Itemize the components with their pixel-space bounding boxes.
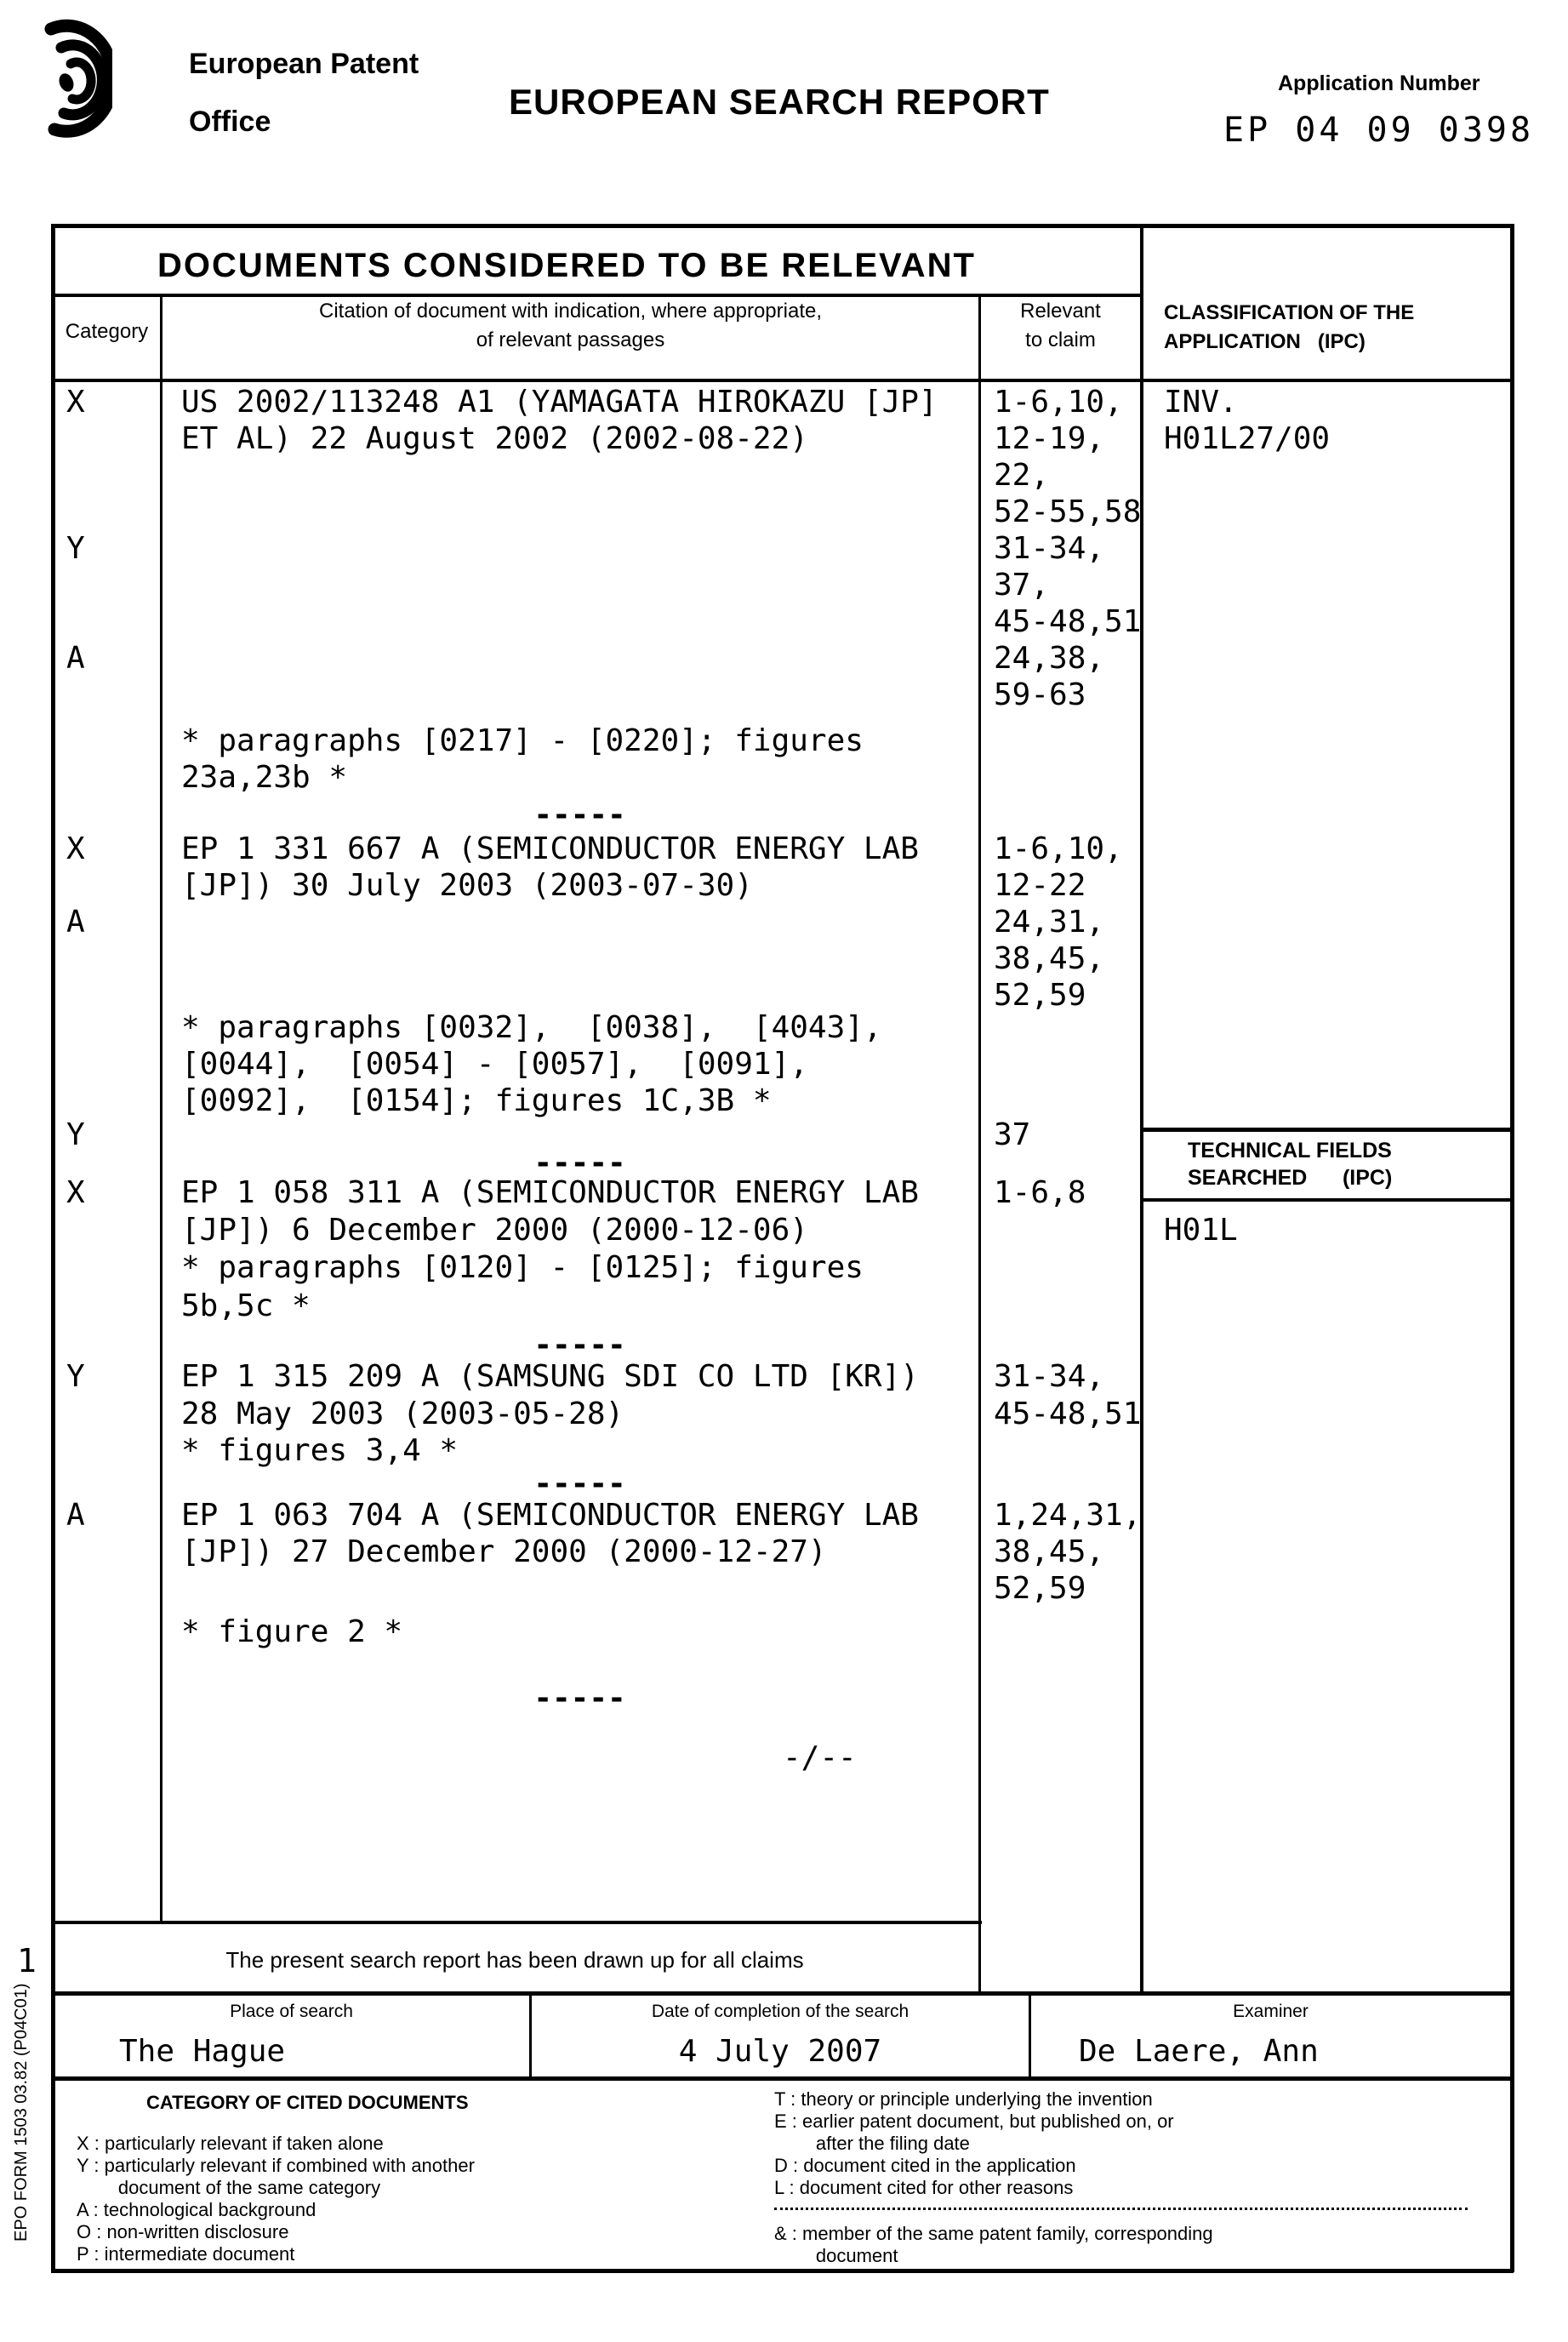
claim-line: 12-22 <box>994 868 1086 903</box>
claim-line: 12-19, <box>994 421 1105 456</box>
technical-fields-label-line1: TECHNICAL FIELDS <box>1188 1139 1392 1162</box>
claim-line: 1,24,31, <box>994 1498 1142 1533</box>
claim-line: 45-48,51 <box>994 1397 1142 1431</box>
category-label: Y <box>66 1359 85 1394</box>
claim-line: 22, <box>994 458 1050 493</box>
category-label: X <box>66 385 85 420</box>
category-label: Y <box>66 1117 85 1152</box>
grid-line-category-col <box>160 294 163 1921</box>
category-label: A <box>66 641 85 676</box>
grid-line-techfields-top <box>1140 1128 1514 1132</box>
grid-line-techfields-bottom <box>1140 1198 1514 1202</box>
claim-line: 37 <box>994 1117 1031 1152</box>
category-label: X <box>66 1175 85 1210</box>
epo-logo-icon <box>31 10 112 140</box>
legend-line: & : member of the same patent family, corresponding <box>774 2223 1213 2244</box>
column-header-relevant-line2: to claim <box>1025 328 1096 351</box>
org-name-line1: European Patent <box>189 48 419 80</box>
separator-dashes: ----- <box>533 1681 626 1716</box>
classification-line: H01L27/00 <box>1164 421 1331 456</box>
grid-line-top <box>51 224 1514 228</box>
place-of-search-label: Place of search <box>230 2002 353 2021</box>
legend-line: D : document cited in the application <box>774 2155 1076 2176</box>
claim-line: 38,45, <box>994 941 1105 976</box>
legend-line: document of the same category <box>77 2177 381 2198</box>
grid-line-header-bottom <box>51 379 1514 382</box>
citation-line: [JP]) 27 December 2000 (2000-12-27) <box>181 1534 827 1569</box>
page-number: 1 <box>17 1942 37 1979</box>
citation-line: [JP]) 30 July 2003 (2003-07-30) <box>181 868 753 903</box>
claim-line: 37, <box>994 568 1050 603</box>
category-label: Y <box>66 531 85 566</box>
legend-line: P : intermediate document <box>77 2243 295 2265</box>
citation-line: [0092], [0154]; figures 1C,3B * <box>181 1083 772 1118</box>
drawn-up-statement: The present search report has been drawn up for all claims <box>225 1947 804 1973</box>
separator-dashes: ----- <box>533 1145 626 1180</box>
claim-line: 1-6,10, <box>994 831 1123 866</box>
form-id-vertical-text: EPO FORM 1503 03.82 (P04C01) <box>12 1983 31 2242</box>
citation-line: EP 1 063 704 A (SEMICONDUCTOR ENERGY LAB <box>181 1498 919 1533</box>
grid-line-citation-col <box>978 294 981 1991</box>
legend-line: Y : particularly relevant if combined with another <box>77 2155 475 2176</box>
classification-line: H01L <box>1164 1213 1238 1248</box>
citation-line: 5b,5c * <box>181 1288 311 1323</box>
claim-line: 31-34, <box>994 1359 1105 1394</box>
continuation-marker: -/-- <box>783 1740 857 1775</box>
grid-line-right <box>1510 224 1514 2272</box>
place-of-search-value: The Hague <box>119 2034 286 2069</box>
citation-line: 28 May 2003 (2003-05-28) <box>181 1397 624 1431</box>
legend-line: L : document cited for other reasons <box>774 2177 1074 2198</box>
citation-line: * paragraphs [0120] - [0125]; figures <box>181 1250 864 1285</box>
column-header-classification-line2: APPLICATION (IPC) <box>1164 330 1366 353</box>
category-label: A <box>66 1498 85 1533</box>
classification-line: INV. <box>1164 385 1238 420</box>
category-label: A <box>66 905 85 940</box>
column-header-citation-line1: Citation of document with indication, where appropriate, <box>319 300 822 323</box>
column-header-classification-line1: CLASSIFICATION OF THE <box>1164 301 1415 324</box>
grid-line-relevant-col <box>1140 224 1143 1991</box>
separator-dashes: ----- <box>533 1466 626 1501</box>
column-header-category: Category <box>65 320 149 343</box>
legend-line: A : technological background <box>77 2199 316 2220</box>
legend-line: X : particularly relevant if taken alone <box>77 2133 384 2154</box>
grid-line-body-bottom <box>51 1921 982 1924</box>
date-of-completion-label: Date of completion of the search <box>651 2002 909 2021</box>
category-label: X <box>66 831 85 866</box>
citation-line: * figures 3,4 * <box>181 1433 459 1468</box>
application-number-label: Application Number <box>1278 71 1480 95</box>
claim-line: 24,38, <box>994 641 1105 676</box>
citation-line: [JP]) 6 December 2000 (2000-12-06) <box>181 1213 808 1248</box>
date-of-completion-value: 4 July 2007 <box>678 2034 882 2069</box>
citation-line: 23a,23b * <box>181 760 348 795</box>
grid-line-legend-bottom <box>51 2269 1514 2273</box>
technical-fields-label-line2: SEARCHED (IPC) <box>1188 1166 1393 1190</box>
claim-line: 45-48,51 <box>994 604 1142 639</box>
legend-line: T : theory or principle underlying the invention <box>774 2088 1153 2110</box>
legend-line: E : earlier patent document, but published on, or <box>774 2111 1174 2132</box>
claim-line: 38,45, <box>994 1534 1105 1569</box>
citation-line: EP 1 315 209 A (SAMSUNG SDI CO LTD [KR]) <box>181 1359 919 1394</box>
legend-heading: CATEGORY OF CITED DOCUMENTS <box>146 2092 469 2113</box>
claim-line: 52-55,58 <box>994 494 1142 529</box>
citation-line: * paragraphs [0032], [0038], [4043], <box>181 1010 882 1045</box>
column-header-relevant-line1: Relevant <box>1020 300 1101 323</box>
claim-line: 31-34, <box>994 531 1105 566</box>
separator-dashes: ----- <box>533 1328 626 1362</box>
citation-line: * paragraphs [0217] - [0220]; figures <box>181 723 864 758</box>
claim-line: 1-6,8 <box>994 1175 1086 1210</box>
separator-dashes: ----- <box>533 797 626 832</box>
legend-dotted-rule <box>774 2208 1468 2210</box>
grid-line-legend-top <box>51 2076 1514 2081</box>
application-number-value: EP 04 09 0398 <box>1223 111 1535 150</box>
citation-line: US 2002/113248 A1 (YAMAGATA HIROKAZU [JP] <box>181 385 938 420</box>
citation-line: EP 1 331 667 A (SEMICONDUCTOR ENERGY LAB <box>181 831 919 866</box>
legend-line: O : non-written disclosure <box>77 2221 289 2242</box>
grid-line-footer-top <box>51 1991 1514 1996</box>
table-title: DOCUMENTS CONSIDERED TO BE RELEVANT <box>157 247 976 284</box>
citation-line: * figure 2 * <box>181 1614 403 1649</box>
claim-line: 52,59 <box>994 1571 1086 1606</box>
claim-line: 52,59 <box>994 978 1086 1013</box>
claim-line: 24,31, <box>994 905 1105 940</box>
legend-line: document <box>774 2245 898 2266</box>
examiner-label: Examiner <box>1233 2002 1309 2021</box>
citation-line: ET AL) 22 August 2002 (2002-08-22) <box>181 421 808 456</box>
claim-line: 59-63 <box>994 677 1086 712</box>
citation-line: [0044], [0054] - [0057], [0091], <box>181 1047 808 1082</box>
legend-line: after the filing date <box>774 2133 970 2154</box>
report-title: EUROPEAN SEARCH REPORT <box>509 82 1050 122</box>
claim-line: 1-6,10, <box>994 385 1123 420</box>
org-name-line2: Office <box>189 106 271 138</box>
examiner-value: De Laere, Ann <box>1079 2034 1319 2069</box>
column-header-citation-line2: of relevant passages <box>476 328 665 351</box>
citation-line: EP 1 058 311 A (SEMICONDUCTOR ENERGY LAB <box>181 1175 919 1210</box>
